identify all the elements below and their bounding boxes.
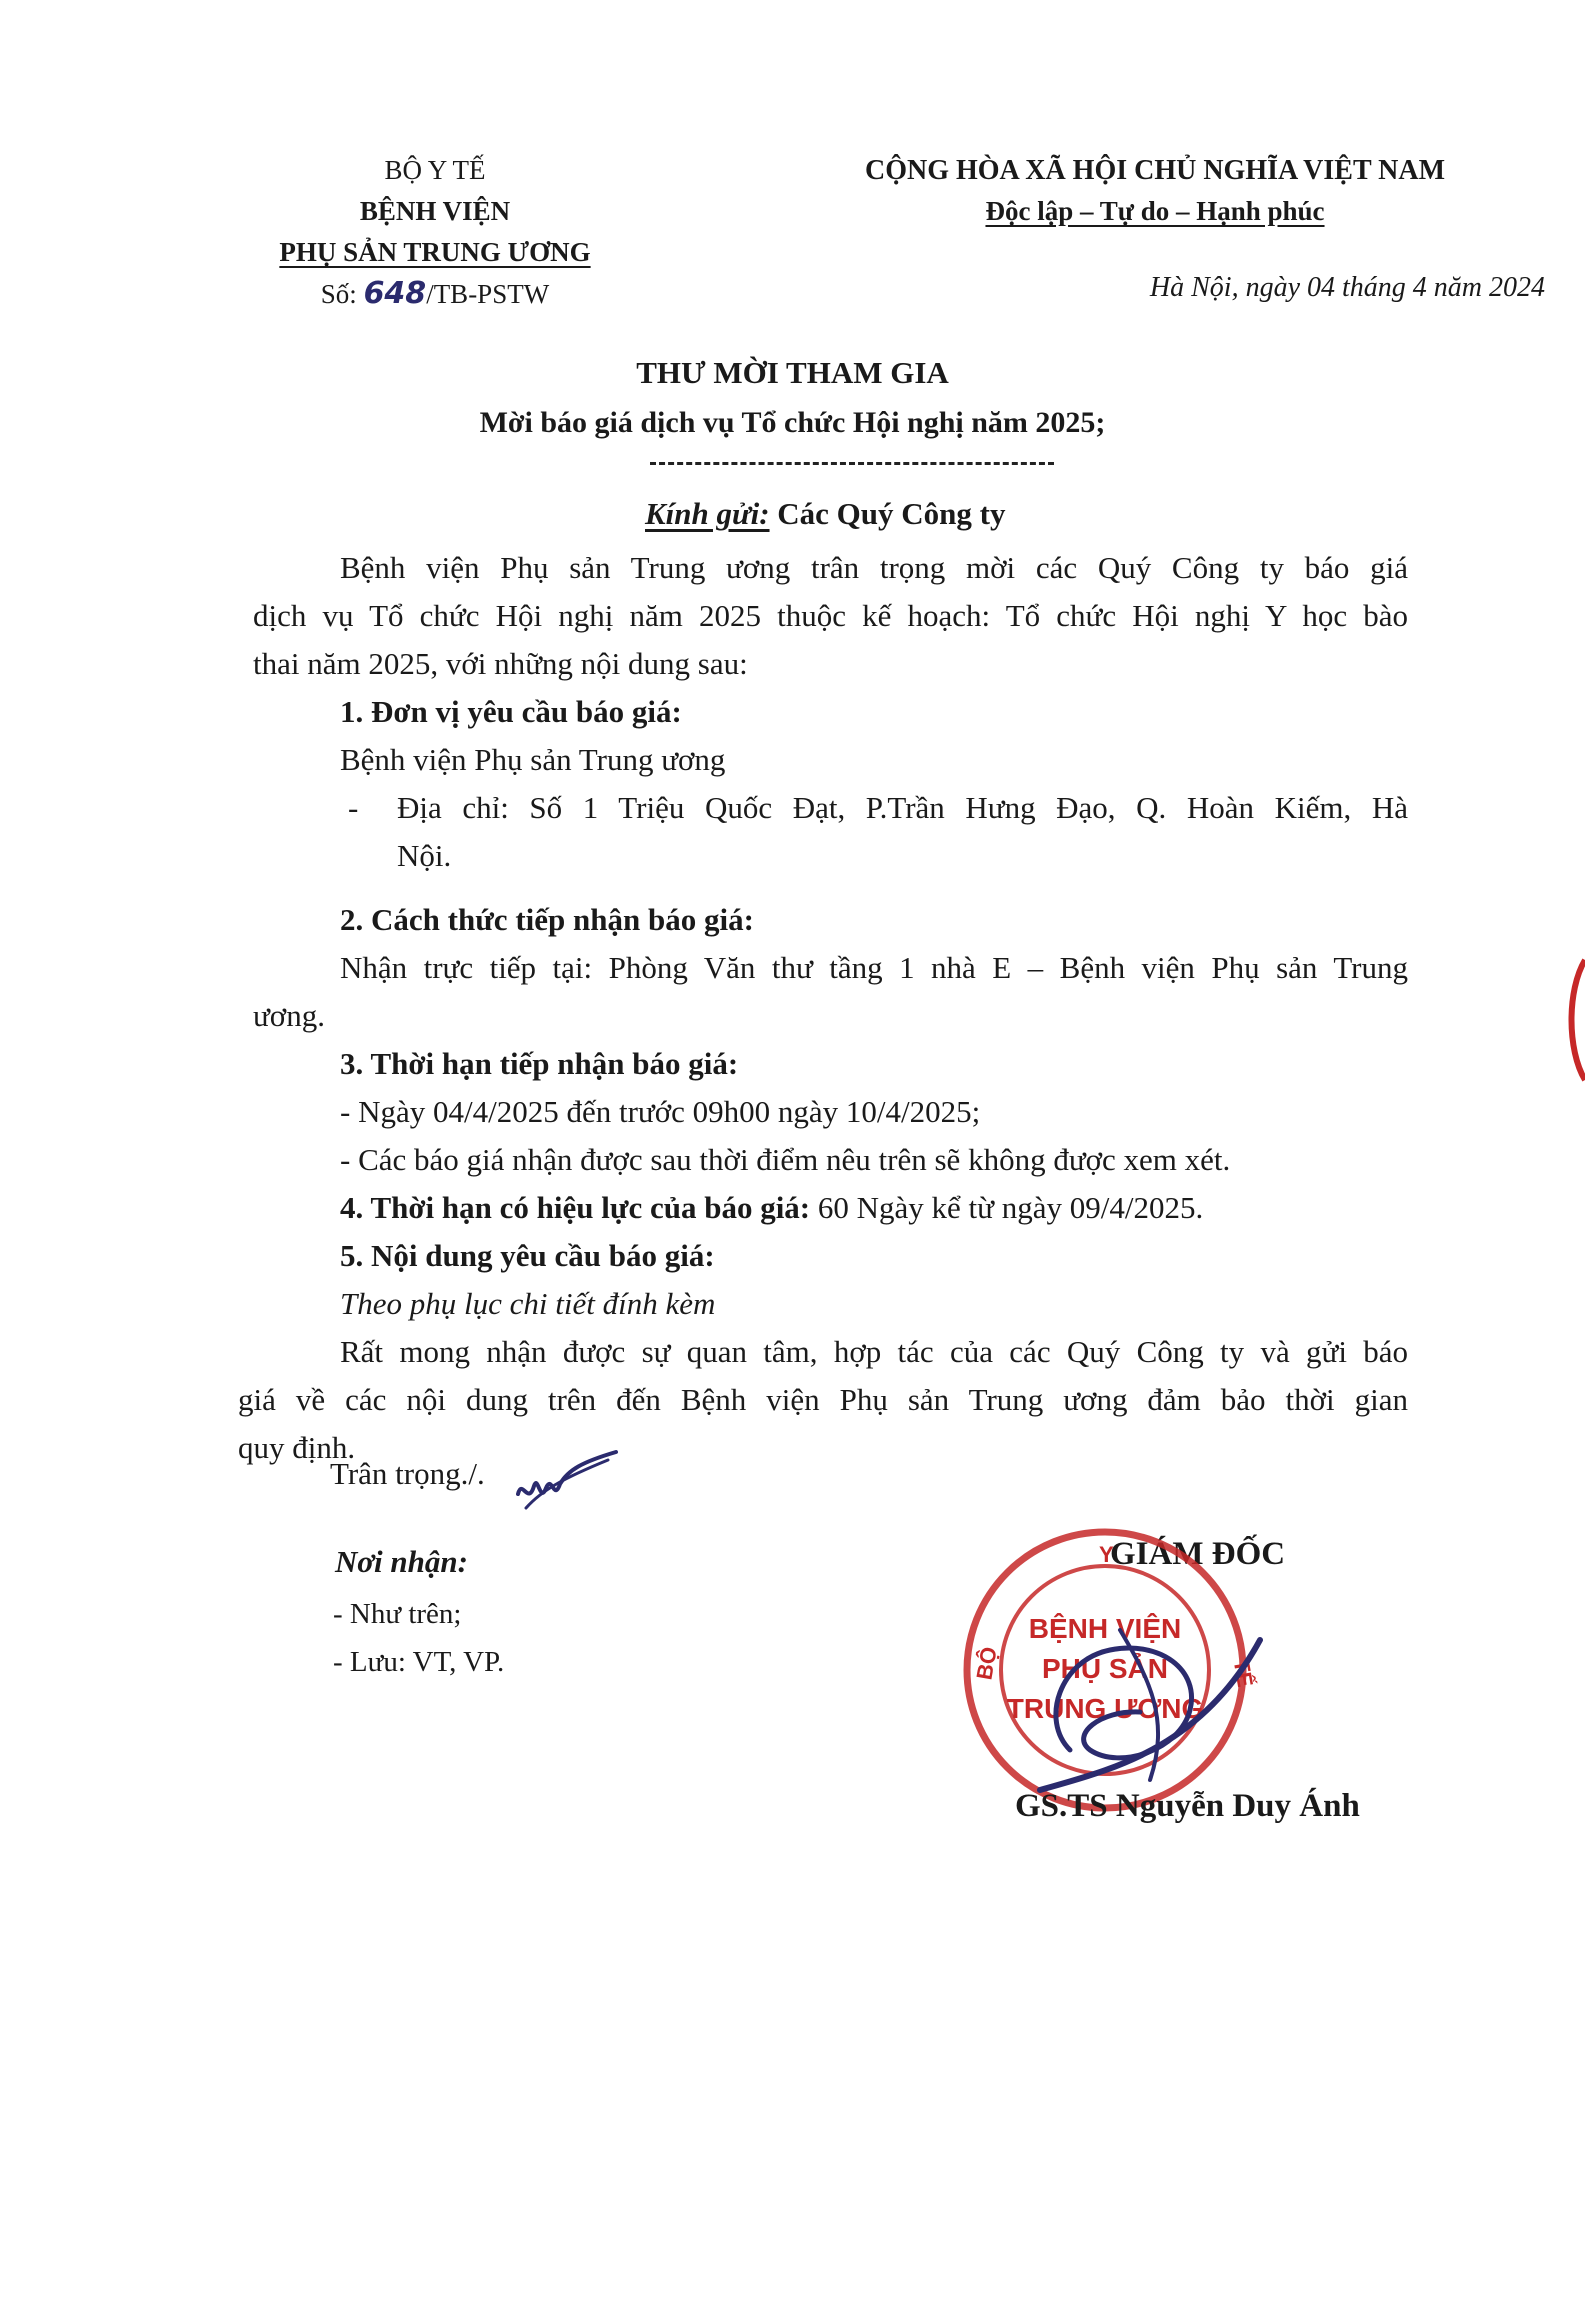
signatory-name: GS.TS Nguyễn Duy Ánh [1015, 1788, 1360, 1824]
document-number [225, 273, 645, 315]
hospital-name-line1: BỆNH VIỆN [359, 196, 511, 226]
section1-address-line2: Nội. [397, 838, 452, 873]
recipients-heading: Nơi nhận: [335, 1544, 468, 1579]
recipients-item-1: - Như trên; [333, 1598, 462, 1630]
section4 [340, 1184, 1203, 1232]
intro-line-3: thai năm 2025, với những nội dung sau: [253, 646, 748, 681]
recipients-item-2: - Lưu: VT, VP. [333, 1646, 505, 1678]
stamp-line-1: BỆNH VIỆN [1028, 1613, 1182, 1644]
agency-block [225, 150, 645, 315]
country-name: CỘNG HÒA XÃ HỘI CHỦ NGHĨA VIỆT NAM [864, 155, 1446, 186]
number-prefix: Số: [320, 279, 364, 309]
adjacent-seal-fragment [1561, 960, 1585, 1080]
section4-value: 60 Ngày kể từ ngày 09/4/2025. [810, 1190, 1204, 1225]
closing-line-1: Rất mong nhận được sự quan tâm, hợp tác của các Quý Công ty và gửi báo [340, 1334, 1408, 1369]
section1-heading: 1. Đơn vị yêu cầu báo giá: [340, 694, 682, 729]
section5-heading: 5. Nội dung yêu cầu báo giá: [340, 1238, 715, 1273]
hospital-name-line2: PHỤ SẢN TRUNG ƯƠNG [279, 237, 591, 267]
director-signature [1000, 1600, 1300, 1810]
section3-heading: 3. Thời hạn tiếp nhận báo giá: [340, 1046, 739, 1081]
section3-line1: - Ngày 04/4/2025 đến trước 09h00 ngày 10/4/2025; [340, 1094, 981, 1129]
section1-address-line1: Địa chỉ: Số 1 Triệu Quốc Đạt, P.Trần Hưng Đạo, Q. Hoàn Kiếm, Hà [397, 790, 1408, 825]
intro-line-1: Bệnh viện Phụ sản Trung ương trân trọng mời các Quý Công ty báo giá [340, 550, 1408, 585]
initial-signature [512, 1448, 622, 1518]
stamp-ring-left: BỘ [971, 1644, 1002, 1682]
closing-line-3: quy định. [238, 1430, 356, 1465]
number-suffix: /TB-PSTW [426, 279, 550, 309]
closing-line-2: giá về các nội dung trên đến Bệnh viện Phụ sản Trung ương đảm bảo thời gian [238, 1382, 1408, 1417]
section2-line2: ương. [253, 998, 325, 1033]
closing-regards: Trân trọng./. [330, 1456, 485, 1491]
stamp-line-3: TRUNG ƯƠNG [1006, 1693, 1204, 1724]
greeting [645, 496, 1005, 532]
stamp-ring-top: Y [1099, 1542, 1114, 1567]
section4-heading: 4. Thời hạn có hiệu lực của báo giá: [340, 1190, 811, 1225]
number-handwritten: 648 [363, 276, 427, 311]
intro-line-2: dịch vụ Tổ chức Hội nghị năm 2025 thuộc kế hoạch: Tổ chức Hội nghị Y học bào [253, 598, 1408, 633]
national-header [760, 150, 1550, 232]
stamp-line-2: PHỤ SẢN [1041, 1653, 1169, 1684]
greeting-label: Kính gửi: [645, 496, 770, 531]
document-title: THƯ MỜI THAM GIA [636, 355, 949, 390]
national-motto: Độc lập – Tự do – Hạnh phúc [985, 196, 1325, 226]
section1-unit: Bệnh viện Phụ sản Trung ương [340, 742, 726, 777]
stamp-ring-right: TẾ [1228, 1656, 1259, 1689]
section2-heading: 2. Cách thức tiếp nhận báo giá: [340, 902, 754, 937]
section1-bullet: - [348, 790, 359, 825]
document-subtitle: Mời báo giá dịch vụ Tổ chức Hội nghị năm 2025; [479, 406, 1106, 439]
section3-line2: - Các báo giá nhận được sau thời điểm nêu trên sẽ không được xem xét. [340, 1142, 1231, 1177]
greeting-recipient: Các Quý Công ty [777, 496, 1006, 531]
ministry-name: BỘ Y TẾ [384, 155, 486, 185]
section2-line1: Nhận trực tiếp tại: Phòng Văn thư tầng 1 nhà E – Bệnh viện Phụ sản Trung [340, 950, 1408, 985]
title-divider [650, 462, 1054, 465]
document-date: Hà Nội, ngày 04 tháng 4 năm 2024 [1149, 272, 1545, 303]
section5-detail: Theo phụ lục chi tiết đính kèm [340, 1286, 716, 1321]
signatory-title: GIÁM ĐỐC [1110, 1536, 1286, 1572]
